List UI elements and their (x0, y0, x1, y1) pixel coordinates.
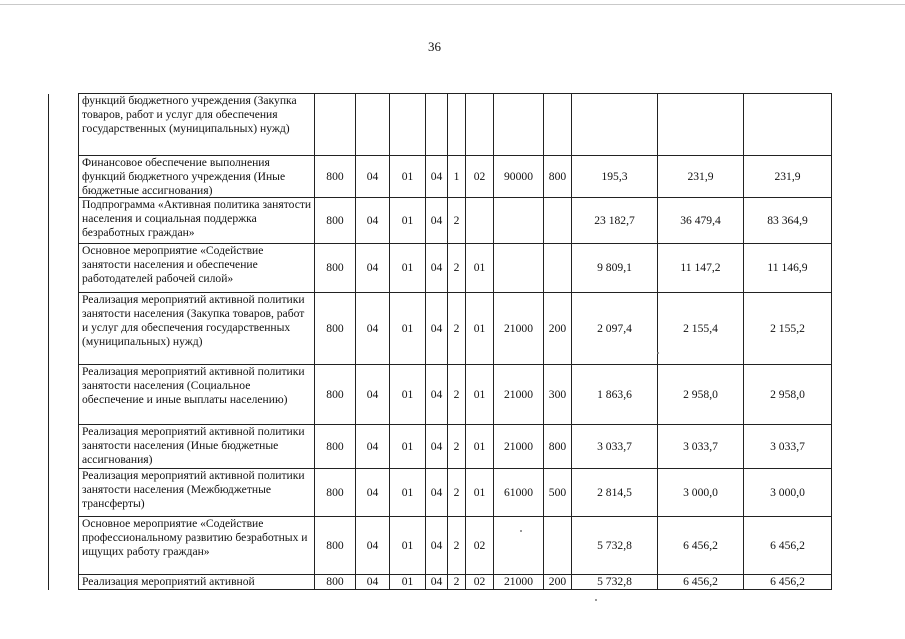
cell-code8: 200 (544, 575, 572, 590)
cell-sum1: 5 732,8 (572, 517, 658, 575)
cell-code5: 2 (448, 575, 466, 590)
cell-code7: 21000 (494, 293, 544, 365)
cell-code2: 04 (356, 198, 390, 244)
cell-sum2: 6 456,2 (658, 575, 744, 590)
cell-code6 (466, 94, 494, 156)
cell-name: Реализация мероприятий активной (79, 575, 315, 590)
cell-code6: 02 (466, 575, 494, 590)
cell-code3: 01 (390, 575, 426, 590)
cell-name: Реализация мероприятий активной политики занятости населения (Закупка товаров, работ и услуг для обеспечения государственных (муниципальных) нужд) (79, 293, 315, 365)
cell-code3: 01 (390, 156, 426, 198)
cell-code3: 01 (390, 244, 426, 293)
page-number: 36 (428, 39, 441, 54)
row-margin-cell (49, 244, 79, 293)
cell-code6: 01 (466, 244, 494, 293)
cell-code8: 200 (544, 293, 572, 365)
cell-code5: 2 (448, 469, 466, 517)
cell-code4: 04 (426, 198, 448, 244)
cell-sum1: 195,3 (572, 156, 658, 198)
cell-name: Подпрограмма «Активная политика занятости населения и социальная поддержка безработных граждан» (79, 198, 315, 244)
cell-code5: 2 (448, 198, 466, 244)
row-margin-cell (49, 469, 79, 517)
scan-speck (595, 599, 597, 601)
table-row (49, 517, 832, 575)
cell-code6: 02 (466, 517, 494, 575)
row-margin-cell (49, 575, 79, 590)
cell-code8 (544, 244, 572, 293)
cell-name: Реализация мероприятий активной политики занятости населения (Социальное обеспечение и иные выплаты населению) (79, 365, 315, 425)
cell-code7: 21000 (494, 575, 544, 590)
cell-code6: 01 (466, 293, 494, 365)
scan-speck (520, 530, 522, 532)
cell-code6: 02 (466, 156, 494, 198)
cell-sum2: 3 033,7 (658, 425, 744, 469)
cell-code2: 04 (356, 575, 390, 590)
cell-code7: 90000 (494, 156, 544, 198)
scan-speck (657, 352, 659, 354)
cell-code1: 800 (315, 425, 356, 469)
cell-code8: 800 (544, 156, 572, 198)
cell-code4: 04 (426, 244, 448, 293)
cell-code3: 01 (390, 198, 426, 244)
table-row (49, 365, 832, 425)
cell-code4: 04 (426, 365, 448, 425)
cell-code4: 04 (426, 156, 448, 198)
row-margin-cell (49, 517, 79, 575)
cell-sum1: 2 814,5 (572, 469, 658, 517)
cell-code4: 04 (426, 425, 448, 469)
cell-code3: 01 (390, 365, 426, 425)
cell-code1: 800 (315, 244, 356, 293)
cell-name: Основное мероприятие «Содействие занятости населения и обеспечение работодателей рабочей силой» (79, 244, 315, 293)
cell-code4 (426, 94, 448, 156)
cell-code2: 04 (356, 156, 390, 198)
cell-code8: 300 (544, 365, 572, 425)
cell-sum1: 2 097,4 (572, 293, 658, 365)
cell-code7 (494, 517, 544, 575)
cell-code6: 01 (466, 469, 494, 517)
cell-code8 (544, 517, 572, 575)
row-margin-cell (49, 198, 79, 244)
cell-code7 (494, 94, 544, 156)
cell-code3: 01 (390, 517, 426, 575)
scan-edge-line (0, 4, 905, 5)
cell-sum3: 2 958,0 (744, 365, 832, 425)
cell-code1: 800 (315, 198, 356, 244)
cell-sum3: 6 456,2 (744, 517, 832, 575)
cell-code8: 500 (544, 469, 572, 517)
cell-code3: 01 (390, 293, 426, 365)
cell-code2 (356, 94, 390, 156)
cell-sum3: 231,9 (744, 156, 832, 198)
cell-sum1: 9 809,1 (572, 244, 658, 293)
cell-sum3: 11 146,9 (744, 244, 832, 293)
cell-sum2: 6 456,2 (658, 517, 744, 575)
cell-code4: 04 (426, 575, 448, 590)
budget-table-body (49, 94, 832, 590)
cell-name: Финансовое обеспечение выполнения функций бюджетного учреждения (Иные бюджетные ассигнования) (79, 156, 315, 198)
table-row (49, 244, 832, 293)
cell-code7: 21000 (494, 365, 544, 425)
cell-sum1: 3 033,7 (572, 425, 658, 469)
cell-sum2: 3 000,0 (658, 469, 744, 517)
table-row (49, 198, 832, 244)
cell-code3: 01 (390, 425, 426, 469)
cell-code6: 01 (466, 425, 494, 469)
cell-code8 (544, 94, 572, 156)
cell-sum2: 2 155,4 (658, 293, 744, 365)
cell-code1: 800 (315, 575, 356, 590)
cell-code5: 1 (448, 156, 466, 198)
row-margin-cell (49, 293, 79, 365)
cell-sum1 (572, 94, 658, 156)
cell-code2: 04 (356, 244, 390, 293)
cell-name: Основное мероприятие «Содействие профессиональному развитию безработных и ищущих работу граждан» (79, 517, 315, 575)
cell-sum3: 3 000,0 (744, 469, 832, 517)
cell-code8 (544, 198, 572, 244)
cell-code1: 800 (315, 469, 356, 517)
cell-code5: 2 (448, 244, 466, 293)
cell-code6: 01 (466, 365, 494, 425)
budget-table (48, 93, 832, 590)
table-row (49, 293, 832, 365)
cell-sum3: 3 033,7 (744, 425, 832, 469)
cell-code1: 800 (315, 293, 356, 365)
cell-sum1: 5 732,8 (572, 575, 658, 590)
cell-code4: 04 (426, 469, 448, 517)
cell-code7 (494, 244, 544, 293)
cell-code2: 04 (356, 293, 390, 365)
cell-code5 (448, 94, 466, 156)
cell-code1: 800 (315, 365, 356, 425)
row-margin-cell (49, 94, 79, 156)
cell-sum3: 6 456,2 (744, 575, 832, 590)
cell-code6 (466, 198, 494, 244)
table-row (49, 156, 832, 198)
cell-name: Реализация мероприятий активной политики занятости населения (Межбюджетные трансферты) (79, 469, 315, 517)
cell-sum3: 2 155,2 (744, 293, 832, 365)
row-margin-cell (49, 156, 79, 198)
cell-code5: 2 (448, 365, 466, 425)
cell-sum2: 231,9 (658, 156, 744, 198)
cell-sum2: 36 479,4 (658, 198, 744, 244)
cell-code7 (494, 198, 544, 244)
cell-code1: 800 (315, 517, 356, 575)
cell-code5: 2 (448, 425, 466, 469)
cell-name: Реализация мероприятий активной политики занятости населения (Иные бюджетные ассигнования) (79, 425, 315, 469)
cell-sum1: 23 182,7 (572, 198, 658, 244)
cell-code3: 01 (390, 469, 426, 517)
cell-code3 (390, 94, 426, 156)
cell-sum3: 83 364,9 (744, 198, 832, 244)
cell-sum2 (658, 94, 744, 156)
cell-code7: 21000 (494, 425, 544, 469)
cell-code2: 04 (356, 469, 390, 517)
cell-code1: 800 (315, 156, 356, 198)
cell-code4: 04 (426, 517, 448, 575)
table-row (49, 94, 832, 156)
table-row (49, 469, 832, 517)
cell-name: функций бюджетного учреждения (Закупка товаров, работ и услуг для обеспечения государственных (муниципальных) нужд) (79, 94, 315, 156)
cell-code1 (315, 94, 356, 156)
cell-code5: 2 (448, 517, 466, 575)
cell-sum2: 2 958,0 (658, 365, 744, 425)
row-margin-cell (49, 425, 79, 469)
cell-code8: 800 (544, 425, 572, 469)
row-margin-cell (49, 365, 79, 425)
cell-sum3 (744, 94, 832, 156)
cell-code7: 61000 (494, 469, 544, 517)
table-row (49, 425, 832, 469)
cell-sum1: 1 863,6 (572, 365, 658, 425)
cell-sum2: 11 147,2 (658, 244, 744, 293)
cell-code5: 2 (448, 293, 466, 365)
cell-code2: 04 (356, 365, 390, 425)
cell-code4: 04 (426, 293, 448, 365)
table-row (49, 575, 832, 590)
cell-code2: 04 (356, 517, 390, 575)
cell-code2: 04 (356, 425, 390, 469)
